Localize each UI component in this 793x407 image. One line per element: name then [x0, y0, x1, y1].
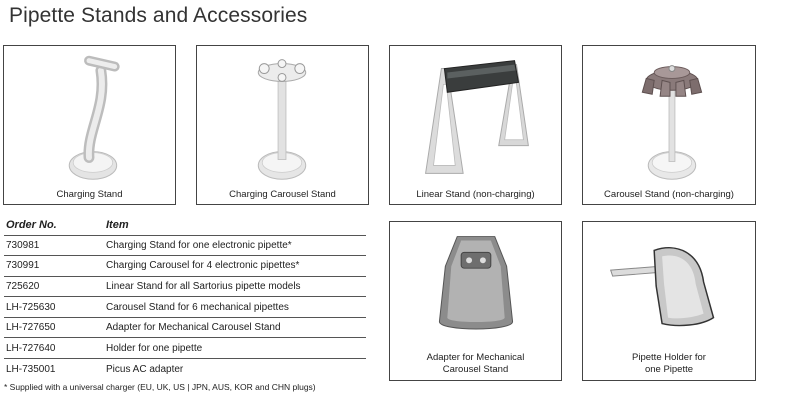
table-row	[4, 338, 366, 359]
table-row	[4, 235, 366, 256]
table-row	[4, 317, 366, 338]
charging-carousel-stand-image	[197, 46, 368, 186]
order-number: LH-725630	[4, 297, 104, 318]
caption-line-2: Carousel Stand	[442, 364, 509, 375]
order-number: 730981	[4, 235, 104, 256]
header-item: Item	[104, 216, 366, 235]
product-caption: Linear Stand (non-charging)	[416, 189, 535, 200]
product-card-charging-stand	[3, 45, 176, 205]
pipette-holder-image	[583, 222, 755, 347]
product-caption: Carousel Stand (non-charging)	[604, 189, 734, 200]
carousel-stand-image	[583, 46, 755, 186]
table-row	[4, 256, 366, 277]
item-description: Charging Stand for one electronic pipette*	[104, 235, 366, 256]
table-row	[4, 297, 366, 318]
item-description: Picus AC adapter	[106, 363, 184, 375]
order-number: LH-727640	[4, 338, 104, 359]
order-number: LH-735001	[6, 363, 56, 375]
header-order-no: Order No.	[4, 216, 104, 235]
item-description: Adapter for Mechanical Carousel Stand	[104, 317, 366, 338]
order-number: 730991	[4, 256, 104, 277]
charging-stand-image	[4, 46, 175, 186]
item-description: Charging Carousel for 4 electronic pipettes*	[104, 256, 366, 277]
caption-line-1: Adapter for Mechanical	[426, 352, 525, 363]
caption-line-2: one Pipette	[644, 364, 694, 375]
table-header-row	[4, 216, 366, 235]
linear-stand-image	[390, 46, 561, 186]
table-row	[4, 276, 366, 297]
product-card-carousel-stand	[582, 45, 756, 205]
product-caption	[583, 352, 755, 376]
product-card-linear-stand	[389, 45, 562, 205]
product-card-pipette-holder	[582, 221, 756, 381]
table-row	[4, 359, 366, 380]
caption-line-1: Pipette Holder for	[632, 352, 706, 363]
order-number: 725620	[4, 276, 104, 297]
footnote: * Supplied with a universal charger (EU, UK, US | JPN, AUS, KOR and CHN plugs)	[4, 382, 316, 392]
product-caption: Charging Carousel Stand	[229, 189, 336, 200]
product-caption	[390, 352, 561, 376]
order-number: LH-727650	[4, 317, 104, 338]
product-card-adapter	[389, 221, 562, 381]
item-description: Linear Stand for all Sartorius pipette models	[104, 276, 366, 297]
order-table	[4, 216, 366, 379]
item-description: Carousel Stand for 6 mechanical pipettes	[104, 297, 366, 318]
item-description: Holder for one pipette	[104, 338, 366, 359]
product-caption: Charging Stand	[56, 189, 123, 200]
page-title: Pipette Stands and Accessories	[9, 4, 308, 27]
adapter-image	[390, 222, 561, 347]
product-card-charging-carousel-stand	[196, 45, 369, 205]
